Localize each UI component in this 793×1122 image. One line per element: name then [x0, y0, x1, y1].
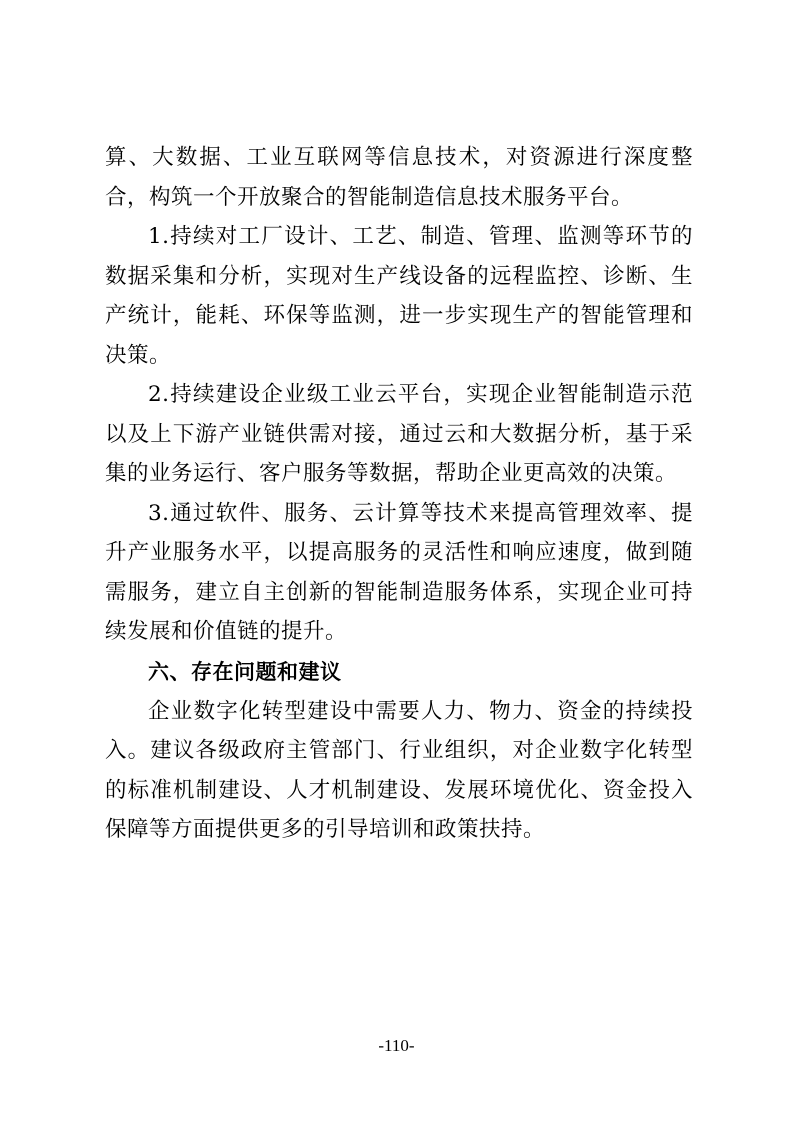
- paragraph-continuation: 算、大数据、工业互联网等信息技术，对资源进行深度整合，构筑一个开放聚合的智能制造信息技术服务平台。: [105, 145, 693, 210]
- document-body: [105, 138, 693, 850]
- paragraph-issues: 企业数字化转型建设中需要人力、物力、资金的持续投入。建议各级政府主管部门、行业组织，对企业数字化转型的标准机制建设、人才机制建设、发展环境优化、资金投入保障等方面提供更多的引导培训和政策扶持。: [105, 698, 693, 842]
- paragraph-item-3: 3.通过软件、服务、云计算等技术来提高管理效率、提升产业服务水平，以提高服务的灵活性和响应速度，做到随需服务，建立自主创新的智能制造服务体系，实现企业可持续发展和价值链的提升。: [105, 500, 693, 644]
- paragraph-item-2: 2.持续建设企业级工业云平台，实现企业智能制造示范以及上下游产业链供需对接，通过云和大数据分析，基于采集的业务运行、客户服务等数据，帮助企业更高效的决策。: [105, 382, 693, 486]
- page-number: -110-: [378, 1036, 415, 1055]
- section-heading: 六、存在问题和建议: [148, 659, 342, 684]
- paragraph-item-1: 1.持续对工厂设计、工艺、制造、管理、监测等环节的数据采集和分析，实现对生产线设备的远程监控、诊断、生产统计，能耗、环保等监测，进一步实现生产的智能管理和决策。: [105, 224, 693, 368]
